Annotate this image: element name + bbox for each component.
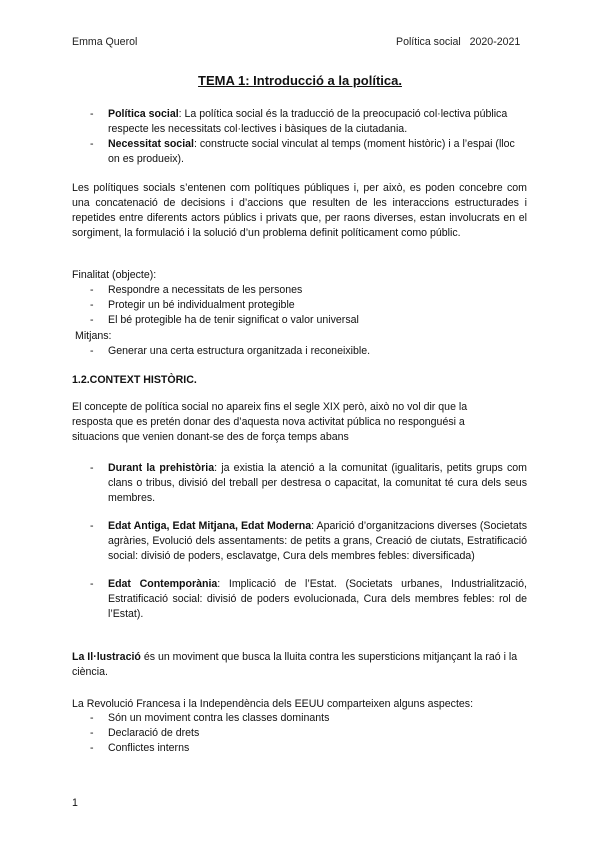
definition-text: : La política social és la traducció de la preocupació col·lectiva pública respecte les necessitats col·lectives i bàsiques de la ciutadania. — [108, 108, 508, 135]
intro-paragraph: Les polítiques socials s’entenen com polítiques públiques i, per això, es poden concebre com una concatenació de decisions i d’accions que resulten de les interaccions estructurades i repetides entre diferents actors públics i privats que, per raons diverses, estan involucrats en el sorgiment, la formulació i la solució d’un problema definit políticament como públic. — [72, 182, 527, 239]
item-text: Conflictes interns — [108, 742, 190, 754]
header-course — [396, 35, 520, 50]
list-item: - Durant la prehistòria: ja existia la atenció a la comunitat (igualitaris, petits grups com clans o tribus, divisió del treball per destresa o capacitat, la comunitat té cura dels seus membres. — [90, 462, 527, 504]
term: Edat Contemporània — [108, 578, 218, 590]
periods-list — [72, 461, 527, 622]
list-item: - Conflictes interns — [90, 742, 190, 754]
list-item: - Protegir un bé individualment protegible — [90, 299, 295, 311]
mitjans-label: Mitjans: — [75, 330, 112, 342]
item-text: Protegir un bé individualment protegible — [108, 299, 295, 311]
revolucio-list — [72, 711, 527, 756]
item-text: Respondre a necessitats de les persones — [108, 284, 303, 296]
revolucio-label: La Revolució Francesa i la Independència dels EEUU comparteixen alguns aspectes: — [72, 698, 474, 710]
item-text: Són un moviment contra les classes dominants — [108, 712, 330, 724]
term: La Il·lustració — [72, 651, 141, 663]
item-text: Generar una certa estructura organitzada i reconeixible. — [108, 345, 371, 357]
context-paragraph: El concepte de política social no apareix fins el segle XIX però, això no vol dir que la resposta que es pretén donar des d’aquesta nova activitat pública no responguési a situacions que venien donant-se des de força temps abans — [72, 401, 468, 443]
finalitat-label: Finalitat (objecte): — [72, 269, 157, 281]
section-heading: 1.2.CONTEXT HISTÒRIC. — [72, 374, 197, 386]
list-item: - Declaració de drets — [90, 727, 200, 739]
definition-text: : constructe social vinculat al temps (moment històric) i a l’espai (lloc on es produeix). — [108, 138, 515, 165]
header-year: 2020-2021 — [469, 36, 521, 48]
list-item: - Política social: La política social és la traducció de la preocupació col·lectiva pública respecte les necessitats col·lectives i bàsiques de la ciutadania. — [90, 108, 508, 135]
list-item: - Respondre a necessitats de les persones — [90, 284, 303, 296]
period-text: : Implicació de l’Estat. (Societats urbanes, Industrialització, Estratificació social: divisió de poders evolucionada, Cura dels membres febles: rol de l’Estat). — [108, 578, 527, 620]
finalitat-list — [72, 283, 527, 328]
item-text: Declaració de drets — [108, 727, 200, 739]
mitjans-list — [72, 344, 527, 359]
list-item: - El bé protegible ha de tenir significat o valor universal — [90, 314, 359, 326]
page-number: 1 — [72, 797, 78, 809]
header-author: Emma Querol — [72, 36, 138, 48]
list-item: - Necessitat social: constructe social vinculat al temps (moment històric) i a l’espai (lloc on es produeix). — [90, 138, 515, 165]
list-item: - Són un moviment contra les classes dominants — [90, 712, 330, 724]
list-item: - Edat Contemporània: Implicació de l’Estat. (Societats urbanes, Industrialització, Estratificació social: divisió de poders evolucionada, Cura dels membres febles: rol de l’Estat). — [90, 578, 527, 620]
period-text: : Aparició d’organitzacions diverses (Societats agràries, Evolució dels assentaments: de petits a grans, Creació de ciutats, Estratificació social: divisió de poders, esclavatge, Cura dels membres febles: diversificada) — [108, 520, 527, 562]
term: Política social — [108, 108, 179, 120]
illustracio-text: és un moviment que busca la lluita contra les supersticions mitjançant la raó i la ciència. — [72, 651, 518, 678]
definitions-list — [72, 107, 527, 167]
term: Edat Antiga, Edat Mitjana, Edat Moderna — [108, 520, 312, 532]
term: Necessitat social — [108, 138, 194, 150]
header-course-name: Política social — [396, 36, 461, 48]
list-item: - Generar una certa estructura organitzada i reconeixible. — [90, 345, 371, 357]
list-item: - Edat Antiga, Edat Mitjana, Edat Moderna: Aparició d’organitzacions diverses (Societats agràries, Evolució dels assentaments: de petits a grans, Creació de ciutats, Estratificació social: divisió de poders, esclavatge, Cura dels membres febles: diversificada) — [90, 520, 527, 562]
page-title: TEMA 1: Introducció a la política. — [198, 73, 402, 88]
item-text: El bé protegible ha de tenir significat o valor universal — [108, 314, 359, 326]
illustracio-paragraph — [72, 650, 527, 680]
period-text: : ja existia la atenció a la comunitat (igualitaris, petits grups com clans o tribus, divisió del treball per destresa o capacitat, la comunitat té cura dels seus membres. — [108, 462, 527, 504]
term: Durant la prehistòria — [108, 462, 215, 474]
